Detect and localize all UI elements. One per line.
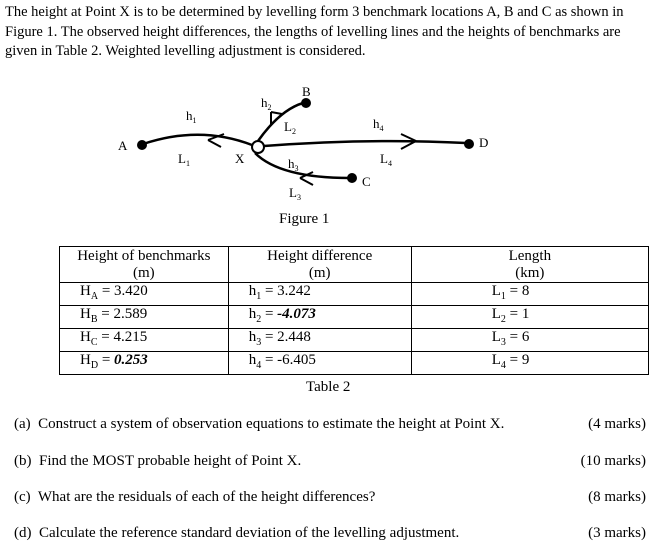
- benchmark-height-cell: $H_A = 3.420$: [60, 283, 229, 306]
- label-c: C: [362, 174, 371, 189]
- label-a: A: [118, 138, 128, 153]
- table-row: [60, 283, 649, 306]
- question-marks: (4 marks): [588, 416, 646, 432]
- label-h4: $h_4$: [373, 116, 384, 133]
- label-b: B: [302, 84, 311, 99]
- figure-caption: Figure 1: [279, 211, 330, 227]
- question-text: Find the MOST probable height of Point X.: [39, 453, 302, 469]
- table-body: [60, 283, 649, 375]
- length-cell: $L_1 = 8$: [411, 283, 648, 306]
- label-l3: $L_3$: [289, 185, 301, 202]
- question-b: [14, 453, 646, 470]
- benchmark-a-dot: [137, 140, 147, 150]
- question-a: [14, 416, 646, 433]
- length-cell: $L_4 = 9$: [411, 352, 648, 375]
- levelling-data-table: [59, 246, 649, 375]
- height-difference-cell: $h_4 = -6.405$: [228, 352, 411, 375]
- point-x-circle: [252, 141, 264, 153]
- levelling-network-figure: [0, 0, 649, 240]
- question-label: (c): [14, 489, 31, 505]
- question-text: What are the residuals of each of the height differences?: [37, 489, 376, 505]
- question-text: Construct a system of observation equations to estimate the height at Point X.: [38, 416, 505, 432]
- question-label: (a): [14, 416, 31, 432]
- intro-paragraph: The height at Point X is to be determined by levelling form 3 benchmark locations A, B and C as shown in Figure 1. The observed height differences, the lengths of levelling lines and the heights of benchmarks are given in Table 2. Weighted levelling adjustment is considered.: [5, 4, 624, 59]
- line-x-c: [255, 153, 350, 178]
- header-height-difference: Height difference (m): [228, 247, 411, 283]
- question-label: (b): [14, 453, 32, 469]
- question-text: Calculate the reference standard deviation of the levelling adjustment.: [39, 525, 460, 541]
- label-h3: $h_3$: [288, 156, 299, 173]
- question-marks: (10 marks): [580, 453, 646, 469]
- question-label: (d): [14, 525, 32, 541]
- benchmark-height-cell: $H_D = 0.253$: [60, 352, 229, 375]
- table-caption: Table 2: [306, 379, 351, 395]
- label-h1: $h_1$: [186, 108, 197, 125]
- length-cell: $L_3 = 6$: [411, 329, 648, 352]
- label-x: X: [235, 151, 245, 166]
- header-benchmarks: Height of benchmarks (m): [60, 247, 229, 283]
- table-row: [60, 352, 649, 375]
- length-cell: $L_2 = 1$: [411, 306, 648, 329]
- benchmark-c-dot: [347, 173, 357, 183]
- table-row: [60, 329, 649, 352]
- label-d: D: [479, 135, 489, 150]
- line-a-x: [143, 135, 252, 145]
- height-difference-cell: $h_3 = 2.448$: [228, 329, 411, 352]
- label-l1: $L_1$: [178, 151, 190, 168]
- table-header-row: [60, 247, 649, 283]
- question-marks: (3 marks): [588, 525, 646, 541]
- label-h2: $h_2$: [261, 95, 272, 112]
- height-difference-cell: $h_2 = -4.073$: [228, 306, 411, 329]
- header-length: Length (km): [411, 247, 648, 283]
- question-marks: (8 marks): [588, 489, 646, 505]
- question-c: [14, 489, 646, 506]
- table-row: [60, 306, 649, 329]
- label-l4: $L_4$: [380, 151, 392, 168]
- benchmark-height-cell: $H_C = 4.215$: [60, 329, 229, 352]
- benchmark-height-cell: $H_B = 2.589$: [60, 306, 229, 329]
- label-l2: $L_2$: [284, 119, 296, 136]
- height-difference-cell: $h_1 = 3.242$: [228, 283, 411, 306]
- question-d: [14, 525, 646, 542]
- benchmark-d-dot: [464, 139, 474, 149]
- line-x-d: [264, 141, 466, 146]
- benchmark-b-dot: [301, 98, 311, 108]
